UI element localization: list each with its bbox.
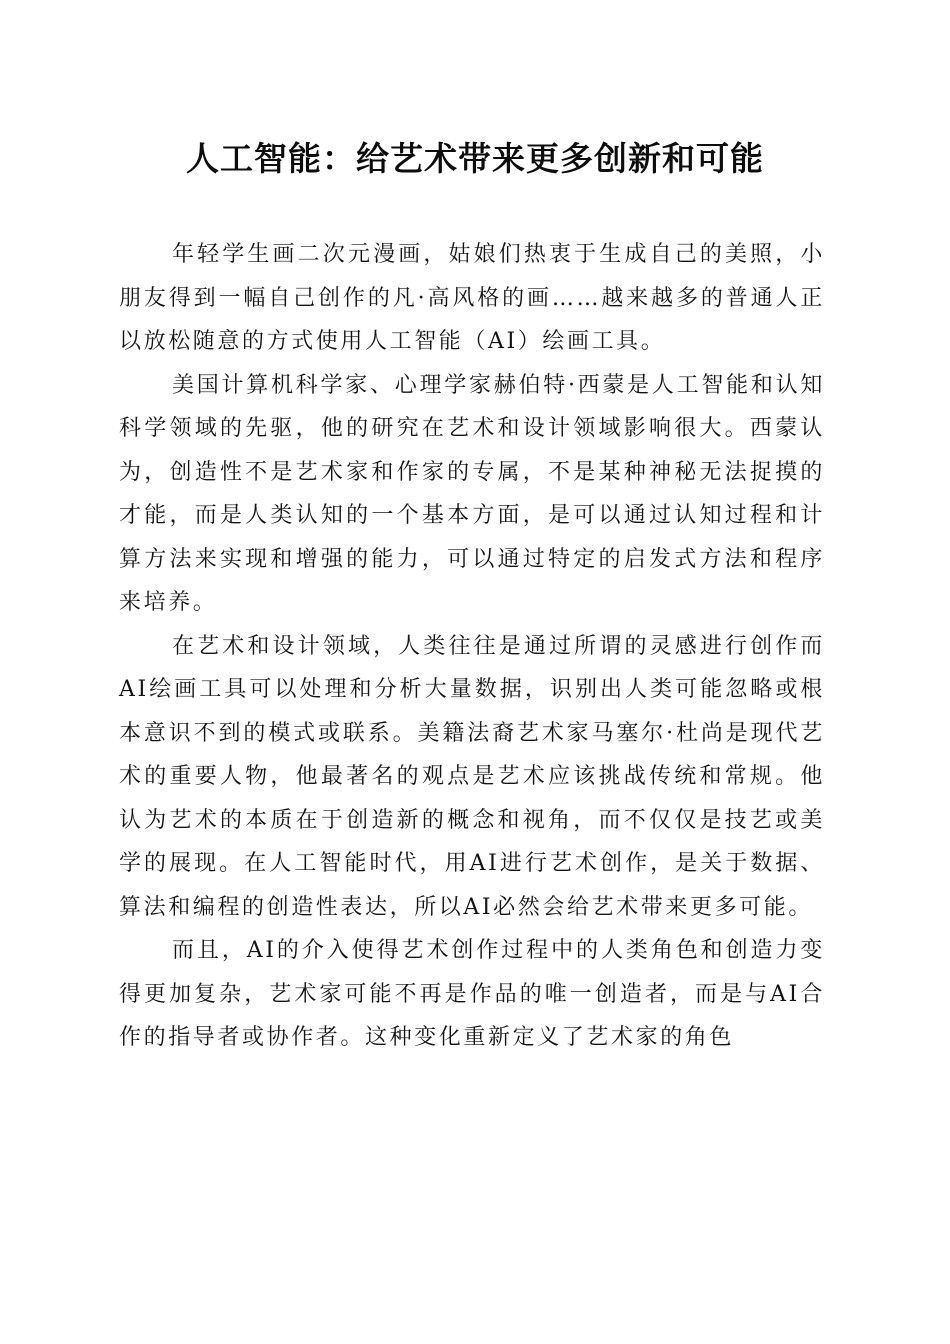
document-title: 人工智能：给艺术带来更多创新和可能 [186, 139, 764, 178]
paragraph-2: 美国计算机科学家、心理学家赫伯特·西蒙是人工智能和认知科学领域的先驱，他的研究在艺术和设计领域影响很大。西蒙认为，创造性不是艺术家和作家的专属，不是某种神秘无法捉摸的才能，而是人类认知的一个基本方面，是可以通过认知过程和计算方法来实现和增强的能力，可以通过特定的启发式方法和程序来培养。 [119, 372, 825, 615]
paragraph-3: 在艺术和设计领域，人类往往是通过所谓的灵感进行创作而AI绘画工具可以处理和分析大量数据，识别出人类可能忽略或根本意识不到的模式或联系。美籍法裔艺术家马塞尔·杜尚是现代艺术的重要人物，他最著名的观点是艺术应该挑战传统和常规。他认为艺术的本质在于创造新的概念和视角，而不仅仅是技艺或美学的展现。在人工智能时代，用AI进行艺术创作，是关于数据、算法和编程的创造性表达，所以AI必然会给艺术带来更多可能。 [119, 633, 825, 920]
paragraph-4: 而且，AI的介入使得艺术创作过程中的人类角色和创造力变得更加复杂，艺术家可能不再是作品的唯一创造者，而是与AI合作的指导者或协作者。这种变化重新定义了艺术家的角色 [119, 938, 825, 1050]
document-body [119, 233, 825, 1060]
paragraph-1: 年轻学生画二次元漫画，姑娘们热衷于生成自己的美照，小朋友得到一幅自己创作的凡·高风格的画……越来越多的普通人正以放松随意的方式使用人工智能（AI）绘画工具。 [119, 242, 825, 354]
